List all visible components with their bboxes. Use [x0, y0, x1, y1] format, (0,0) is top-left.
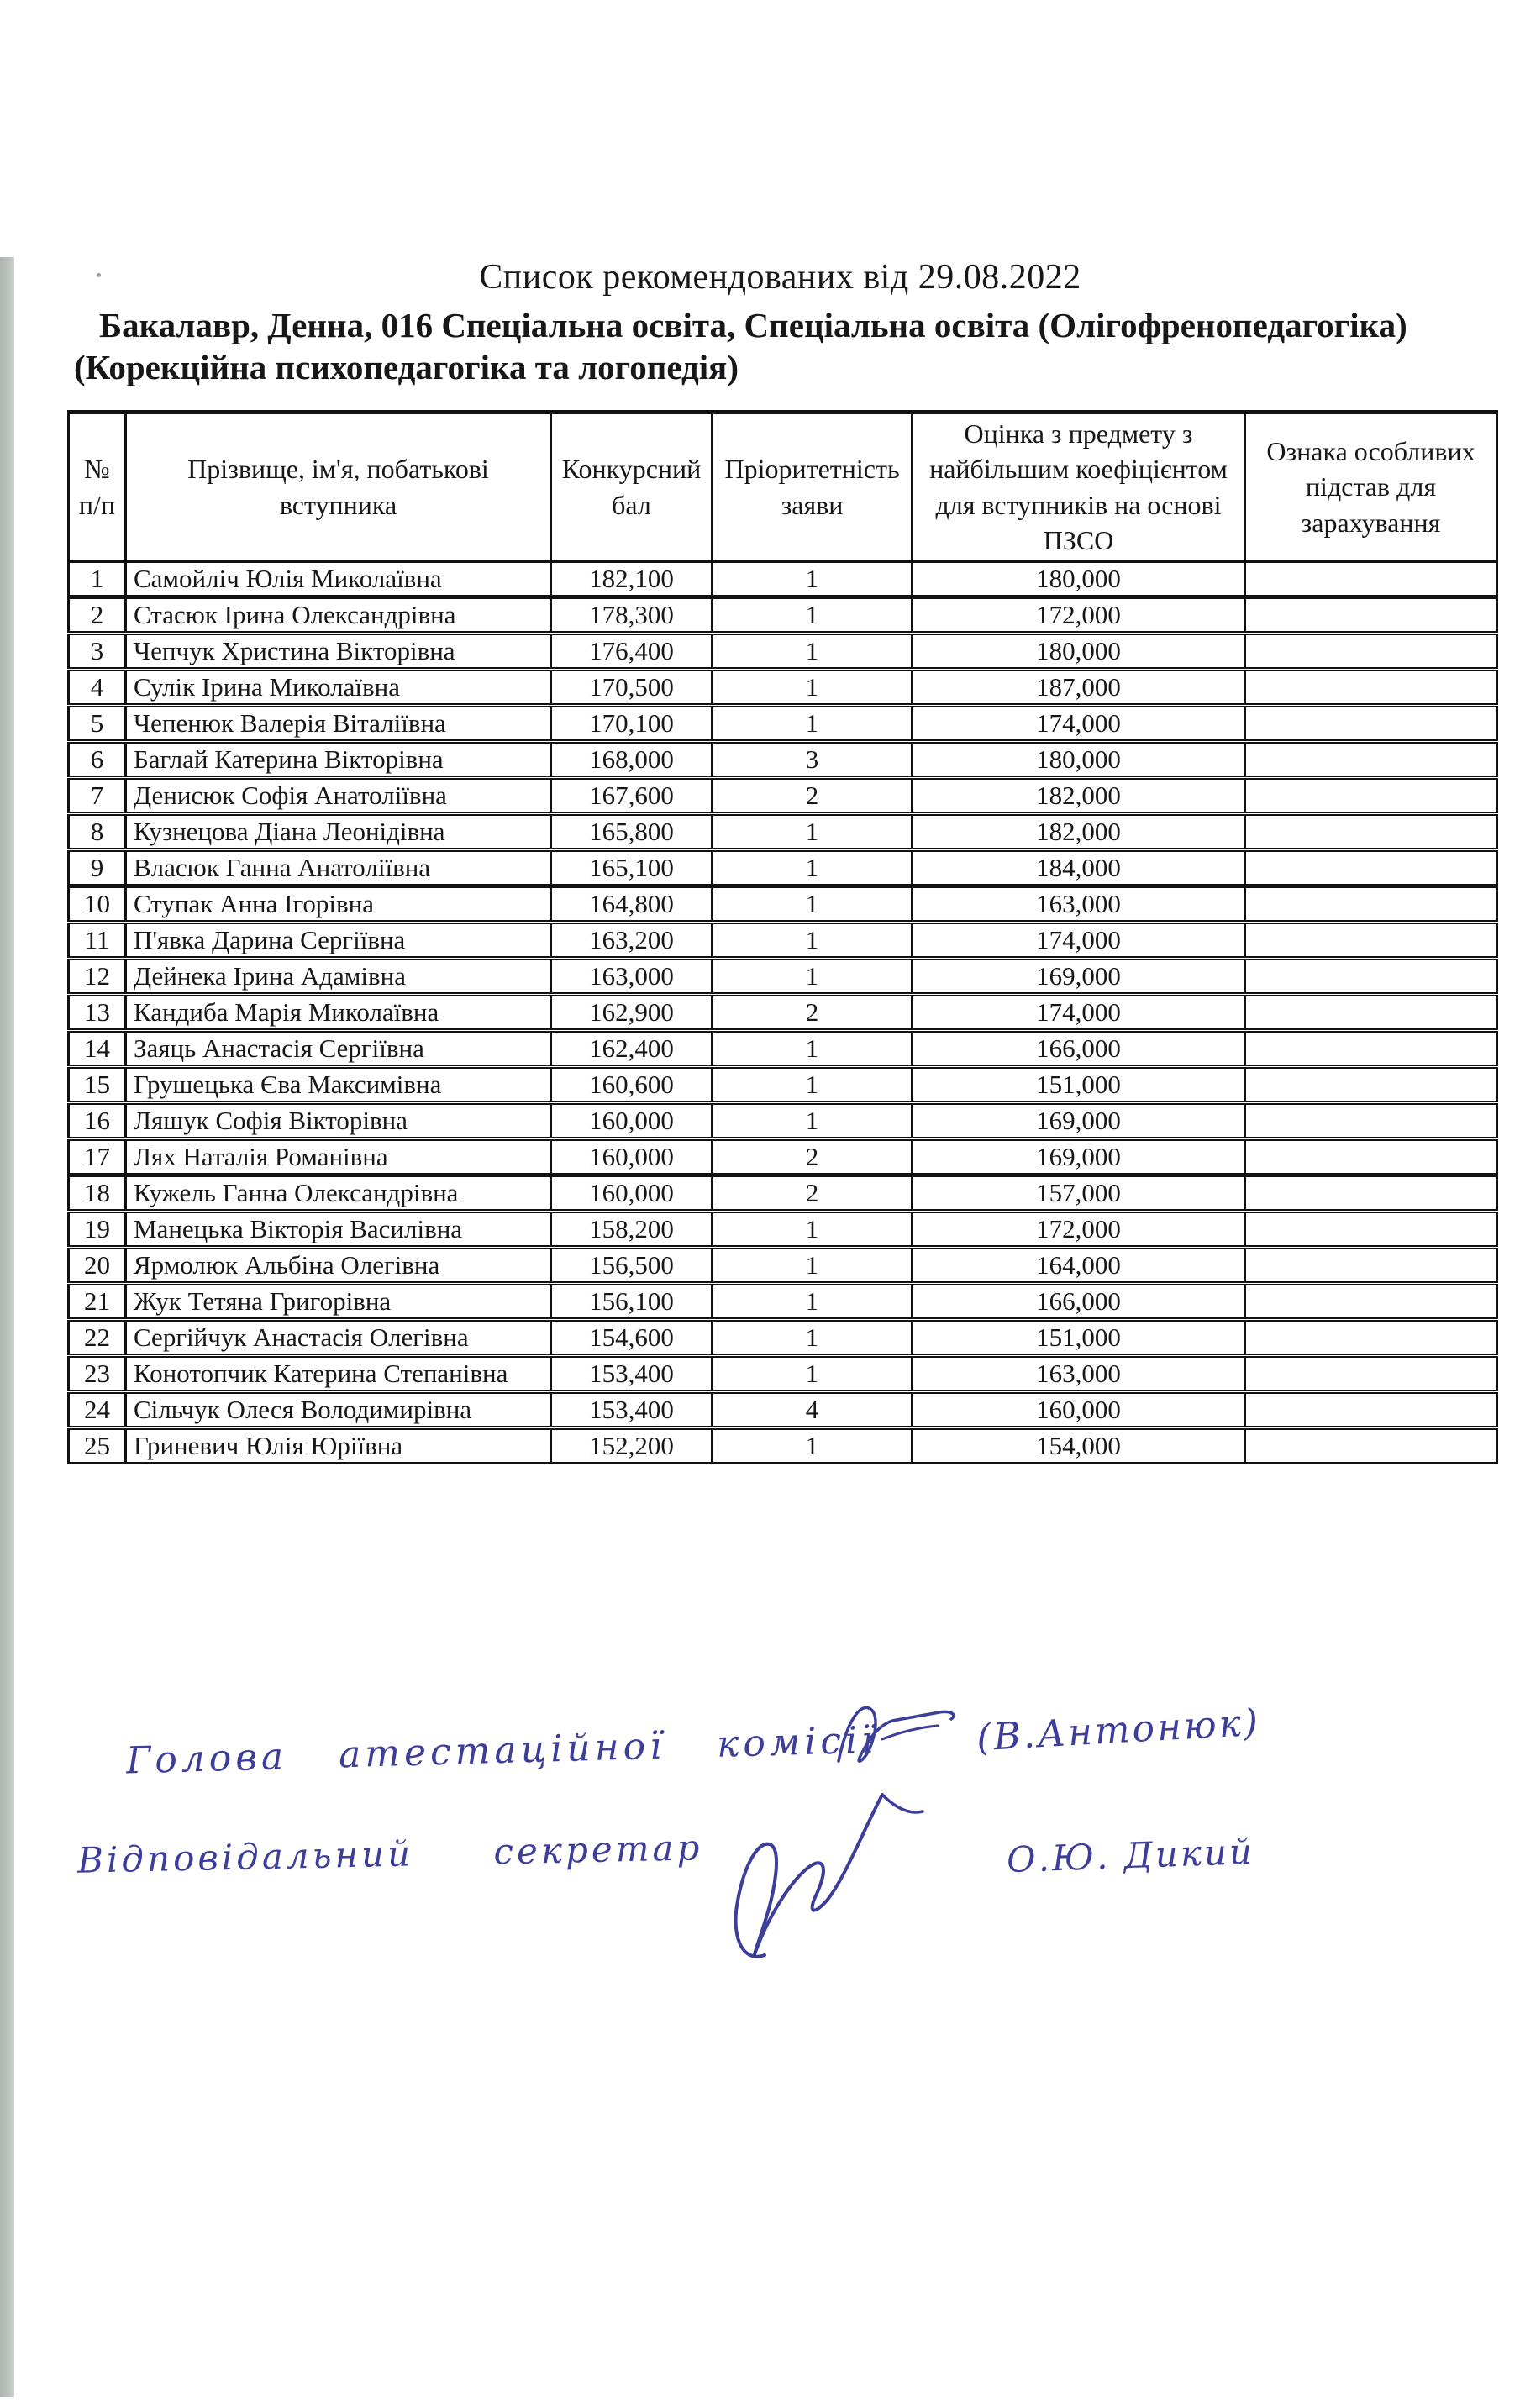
table-row: [69, 922, 1497, 958]
subject-grade: 154,000: [913, 1427, 1245, 1463]
special-grounds: [1245, 1427, 1497, 1463]
row-number: 2: [69, 597, 126, 633]
row-number: 13: [69, 994, 126, 1030]
subject-grade: 174,000: [913, 705, 1245, 741]
application-priority: 2: [713, 994, 913, 1030]
application-priority: 1: [713, 849, 913, 886]
special-grounds: [1245, 1066, 1497, 1102]
table-row: [69, 561, 1497, 597]
competitive-score: 182,100: [551, 561, 713, 597]
table-row: [69, 813, 1497, 849]
competitive-score: 154,600: [551, 1319, 713, 1355]
application-priority: 1: [713, 669, 913, 705]
table-row: [69, 1211, 1497, 1247]
table-row: [69, 1391, 1497, 1427]
special-grounds: [1245, 1247, 1497, 1283]
row-number: 3: [69, 633, 126, 669]
applicant-name: Сергійчук Анастасія Олегівна: [126, 1319, 551, 1355]
applicant-name: Ступак Анна Ігорівна: [126, 886, 551, 922]
applicant-name: Сулік Ірина Миколаївна: [126, 669, 551, 705]
header-special-grounds: Ознака особливих підстав для зарахування: [1245, 413, 1497, 561]
special-grounds: [1245, 669, 1497, 705]
applicant-name: Сільчук Олеся Володимирівна: [126, 1391, 551, 1427]
competitive-score: 176,400: [551, 633, 713, 669]
subject-grade: 166,000: [913, 1030, 1245, 1066]
row-number: 25: [69, 1427, 126, 1463]
chair-name-handwriting: (В.Антонюк): [975, 1701, 1262, 1760]
recommended-applicants-table: [67, 410, 1498, 1464]
competitive-score: 160,000: [551, 1175, 713, 1211]
application-priority: 1: [713, 1283, 913, 1319]
table-row: [69, 1283, 1497, 1319]
scan-speck: [97, 273, 101, 277]
table-row: [69, 597, 1497, 633]
table-row: [69, 741, 1497, 777]
competitive-score: 167,600: [551, 777, 713, 813]
table-body: [69, 561, 1497, 1464]
subject-grade: 163,000: [913, 886, 1245, 922]
application-priority: 1: [713, 633, 913, 669]
table-row: [69, 886, 1497, 922]
competitive-score: 160,000: [551, 1138, 713, 1175]
special-grounds: [1245, 1211, 1497, 1247]
header-competitive-score: Конкурсний бал: [551, 413, 713, 561]
subject-grade: 169,000: [913, 1138, 1245, 1175]
subject-grade: 157,000: [913, 1175, 1245, 1211]
row-number: 10: [69, 886, 126, 922]
application-priority: 1: [713, 1211, 913, 1247]
special-grounds: [1245, 849, 1497, 886]
table-row: [69, 1138, 1497, 1175]
special-grounds: [1245, 741, 1497, 777]
applicant-name: Лях Наталія Романівна: [126, 1138, 551, 1175]
application-priority: 1: [713, 1066, 913, 1102]
secretary-role-handwriting: Відповідальний секретар: [76, 1827, 703, 1881]
row-number: 11: [69, 922, 126, 958]
applicant-name: П'явка Дарина Сергіївна: [126, 922, 551, 958]
header-applicant-name: Прізвище, ім'я, побатькові вступника: [126, 413, 551, 561]
table-row: [69, 1066, 1497, 1102]
application-priority: 1: [713, 813, 913, 849]
application-priority: 2: [713, 1175, 913, 1211]
applicant-name: Кузнецова Діана Леонідівна: [126, 813, 551, 849]
row-number: 8: [69, 813, 126, 849]
row-number: 24: [69, 1391, 126, 1427]
row-number: 20: [69, 1247, 126, 1283]
competitive-score: 163,000: [551, 958, 713, 994]
table-row: [69, 777, 1497, 813]
application-priority: 1: [713, 597, 913, 633]
competitive-score: 170,100: [551, 705, 713, 741]
table-row: [69, 1175, 1497, 1211]
applicant-name: Дейнека Ірина Адамівна: [126, 958, 551, 994]
header-row-number: № п/п: [69, 413, 126, 561]
subject-grade: 151,000: [913, 1319, 1245, 1355]
special-grounds: [1245, 597, 1497, 633]
subject-grade: 166,000: [913, 1283, 1245, 1319]
row-number: 15: [69, 1066, 126, 1102]
special-grounds: [1245, 1283, 1497, 1319]
competitive-score: 164,800: [551, 886, 713, 922]
application-priority: 1: [713, 886, 913, 922]
subject-grade: 164,000: [913, 1247, 1245, 1283]
table-row: [69, 1247, 1497, 1283]
special-grounds: [1245, 777, 1497, 813]
subject-grade: 174,000: [913, 922, 1245, 958]
table-row: [69, 1030, 1497, 1066]
applicant-name: Ляшук Софія Вікторівна: [126, 1102, 551, 1138]
subject-grade: 187,000: [913, 669, 1245, 705]
subject-grade: 172,000: [913, 1211, 1245, 1247]
application-priority: 2: [713, 777, 913, 813]
applicant-name: Самойліч Юлія Миколаївна: [126, 561, 551, 597]
subject-grade: 169,000: [913, 1102, 1245, 1138]
competitive-score: 160,600: [551, 1066, 713, 1102]
row-number: 18: [69, 1175, 126, 1211]
special-grounds: [1245, 1030, 1497, 1066]
competitive-score: 152,200: [551, 1427, 713, 1463]
application-priority: 1: [713, 958, 913, 994]
application-priority: 1: [713, 1319, 913, 1355]
applicant-name: Чепенюк Валерія Віталіївна: [126, 705, 551, 741]
chair-signature: [832, 1696, 975, 1780]
application-priority: 4: [713, 1391, 913, 1427]
special-grounds: [1245, 1355, 1497, 1391]
applicant-name: Грушецька Єва Максимівна: [126, 1066, 551, 1102]
subject-grade: 163,000: [913, 1355, 1245, 1391]
row-number: 12: [69, 958, 126, 994]
table-row: [69, 849, 1497, 886]
competitive-score: 162,900: [551, 994, 713, 1030]
application-priority: 1: [713, 1247, 913, 1283]
special-grounds: [1245, 922, 1497, 958]
row-number: 16: [69, 1102, 126, 1138]
row-number: 1: [69, 561, 126, 597]
competitive-score: 160,000: [551, 1102, 713, 1138]
row-number: 9: [69, 849, 126, 886]
table-row: [69, 1102, 1497, 1138]
special-grounds: [1245, 1138, 1497, 1175]
subject-grade: 182,000: [913, 777, 1245, 813]
applicant-name: Жук Тетяна Григорівна: [126, 1283, 551, 1319]
row-number: 21: [69, 1283, 126, 1319]
applicant-name: Гриневич Юлія Юріївна: [126, 1427, 551, 1463]
subject-grade: 180,000: [913, 741, 1245, 777]
subject-grade: 182,000: [913, 813, 1245, 849]
applicant-name: Кандиба Марія Миколаївна: [126, 994, 551, 1030]
table-row: [69, 633, 1497, 669]
competitive-score: 156,100: [551, 1283, 713, 1319]
applicant-name: Кужель Ганна Олександрівна: [126, 1175, 551, 1211]
applicant-name: Власюк Ганна Анатоліївна: [126, 849, 551, 886]
header-priority: Пріоритетність заяви: [713, 413, 913, 561]
competitive-score: 158,200: [551, 1211, 713, 1247]
special-grounds: [1245, 1319, 1497, 1355]
application-priority: 1: [713, 1427, 913, 1463]
table-row: [69, 705, 1497, 741]
competitive-score: 165,800: [551, 813, 713, 849]
application-priority: 1: [713, 922, 913, 958]
row-number: 4: [69, 669, 126, 705]
special-grounds: [1245, 994, 1497, 1030]
table-row: [69, 958, 1497, 994]
secretary-name-handwriting: О.Ю. Дикий: [1006, 1830, 1255, 1881]
application-priority: 3: [713, 741, 913, 777]
special-grounds: [1245, 813, 1497, 849]
subject-grade: 174,000: [913, 994, 1245, 1030]
competitive-score: 153,400: [551, 1355, 713, 1391]
application-priority: 1: [713, 705, 913, 741]
scanned-document-page: [0, 257, 1520, 2408]
table-row: [69, 1319, 1497, 1355]
subject-grade: 180,000: [913, 633, 1245, 669]
special-grounds: [1245, 886, 1497, 922]
row-number: 7: [69, 777, 126, 813]
special-grounds: [1245, 958, 1497, 994]
table-header: [69, 413, 1497, 561]
competitive-score: 178,300: [551, 597, 713, 633]
special-grounds: [1245, 1175, 1497, 1211]
special-grounds: [1245, 561, 1497, 597]
subject-grade: 160,000: [913, 1391, 1245, 1427]
row-number: 23: [69, 1355, 126, 1391]
competitive-score: 153,400: [551, 1391, 713, 1427]
table-row: [69, 994, 1497, 1030]
application-priority: 1: [713, 1102, 913, 1138]
row-number: 6: [69, 741, 126, 777]
applicant-name: Конотопчик Катерина Степанівна: [126, 1355, 551, 1391]
applicant-name: Ярмолюк Альбіна Олегівна: [126, 1247, 551, 1283]
competitive-score: 165,100: [551, 849, 713, 886]
document-title: Список рекомендованих від 29.08.2022: [479, 258, 1081, 297]
competitive-score: 156,500: [551, 1247, 713, 1283]
applicant-name: Чепчук Христина Вікторівна: [126, 633, 551, 669]
row-number: 19: [69, 1211, 126, 1247]
special-grounds: [1245, 1391, 1497, 1427]
table-row: [69, 1355, 1497, 1391]
row-number: 14: [69, 1030, 126, 1066]
subject-grade: 169,000: [913, 958, 1245, 994]
applicant-name: Заяць Анастасія Сергіївна: [126, 1030, 551, 1066]
subject-grade: 180,000: [913, 561, 1245, 597]
secretary-signature: [697, 1783, 975, 1968]
application-priority: 1: [713, 1030, 913, 1066]
applicant-name: Манецька Вікторія Василівна: [126, 1211, 551, 1247]
special-grounds: [1245, 1102, 1497, 1138]
subject-grade: 151,000: [913, 1066, 1245, 1102]
document-subtitle: Бакалавр, Денна, 016 Спеціальна освіта, Спеціальна освіта (Олігофренопедагогіка) (Корекційна психопедагогіка та логопедія): [74, 306, 1407, 387]
header-subject-grade: Оцінка з предмету з найбільшим коефіцієнтом для вступників на основі ПЗСО: [913, 413, 1245, 561]
applicant-name: Баглай Катерина Вікторівна: [126, 741, 551, 777]
row-number: 5: [69, 705, 126, 741]
applicant-name: Стасюк Ірина Олександрівна: [126, 597, 551, 633]
application-priority: 1: [713, 1355, 913, 1391]
special-grounds: [1245, 705, 1497, 741]
row-number: 22: [69, 1319, 126, 1355]
competitive-score: 168,000: [551, 741, 713, 777]
application-priority: 1: [713, 561, 913, 597]
chair-role-handwriting: Голова атестаційної комісії: [125, 1718, 878, 1783]
table-row: [69, 669, 1497, 705]
row-number: 17: [69, 1138, 126, 1175]
table-row: [69, 1427, 1497, 1463]
special-grounds: [1245, 633, 1497, 669]
applicant-name: Денисюк Софія Анатоліївна: [126, 777, 551, 813]
application-priority: 2: [713, 1138, 913, 1175]
subject-grade: 184,000: [913, 849, 1245, 886]
scanner-edge-strip: [0, 257, 14, 2397]
competitive-score: 170,500: [551, 669, 713, 705]
competitive-score: 162,400: [551, 1030, 713, 1066]
competitive-score: 163,200: [551, 922, 713, 958]
subject-grade: 172,000: [913, 597, 1245, 633]
